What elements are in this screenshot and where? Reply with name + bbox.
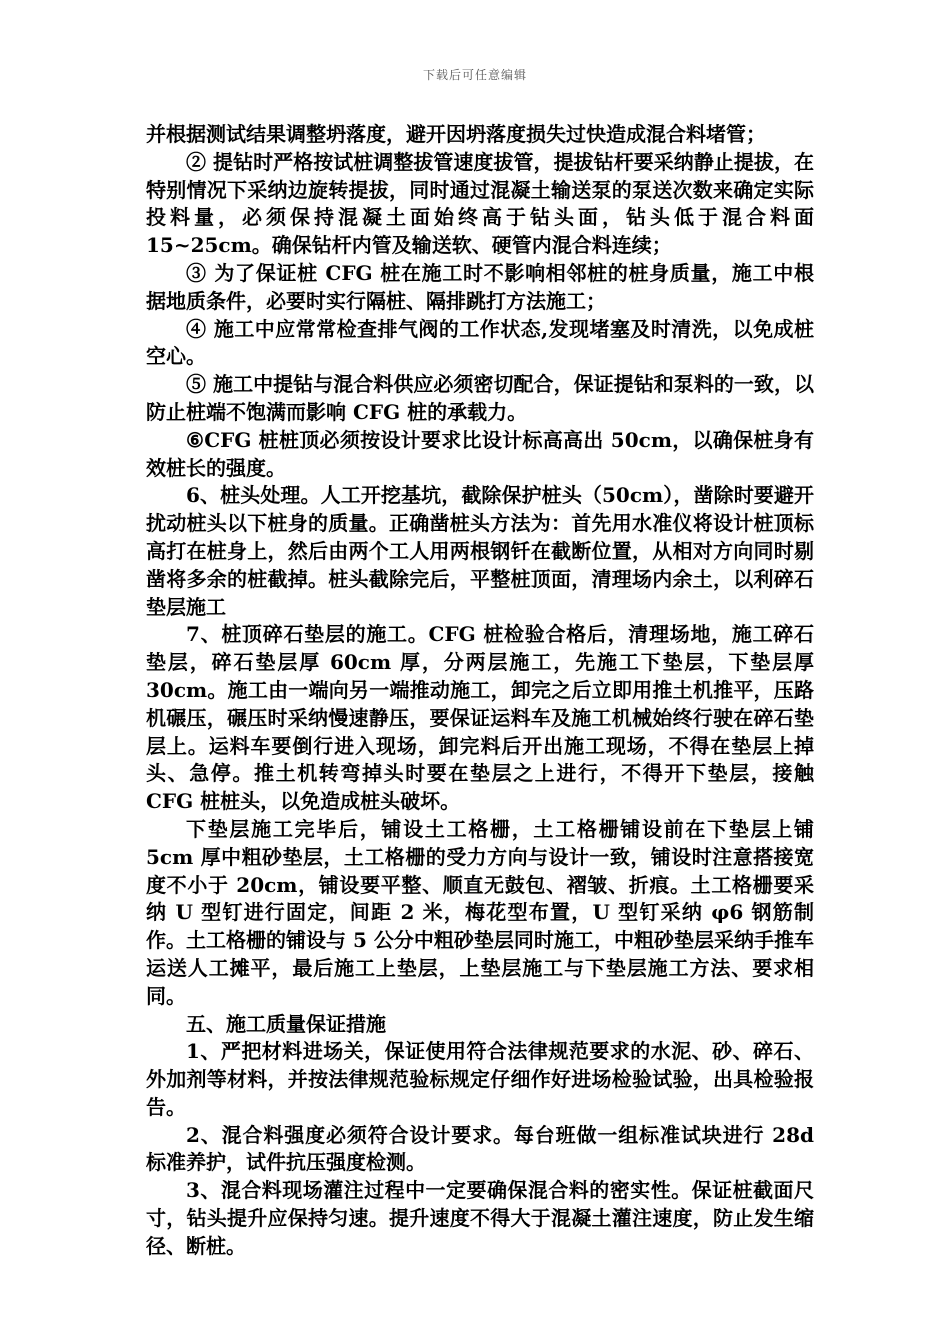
paragraph: 并根据测试结果调整坍落度，避开因坍落度损失过快造成混合料堵管；: [146, 122, 766, 146]
document-body: [146, 121, 814, 1261]
paragraph: ② 提钻时严格按试桩调整拔管速度拔管，提拔钻杆要采纳静止提拔，在特别情况下采纳边旋转提拔，同时通过混凝土输送泵的泵送次数来确定实际投料量，必须保持混凝土面始终高于钻头面，钻头低于混合料面 15~25cm。确保钻杆内管及输送软、硬管内混合料连续；: [146, 149, 814, 258]
paragraph: 1、严把材料进场关，保证使用符合法律规范要求的水泥、砂、碎石、外加剂等材料，并按法律规范验标规定仔细作好进场检验试验，出具检验报告。: [146, 1039, 814, 1119]
paragraph: ③ 为了保证桩 CFG 桩在施工时不影响相邻桩的桩身质量，施工中根据地质条件，必要时实行隔桩、隔排跳打方法施工；: [146, 260, 814, 313]
paragraph: 下垫层施工完毕后，铺设土工格栅，土工格栅铺设前在下垫层上铺 5cm 厚中粗砂垫层，土工格栅的受力方向与设计一致，铺设时注意搭接宽度不小于 20cm，铺设要平整、顺直无鼓包、褶皱、折痕。土工格栅要采纳 U 型钉进行固定，间距 2 米，梅花型布置，U 型钉采纳 φ6 钢筋制作。土工格栅的铺设与 5 公分中粗砂垫层同时施工，中粗砂垫层采纳手推车运送人工摊平，最后施工上垫层，上垫层施工与下垫层施工方法、要求相同。: [146, 816, 814, 1008]
paragraph: 3、混合料现场灌注过程中一定要确保混合料的密实性。保证桩截面尺寸，钻头提升应保持匀速。提升速度不得大于混凝土灌注速度，防止发生缩径、断桩。: [146, 1178, 814, 1258]
paragraph: ⑥CFG 桩桩顶必须按设计要求比设计标高高出 50cm，以确保桩身有效桩长的强度。: [146, 427, 814, 480]
paragraph: 6、桩头处理。人工开挖基坑，截除保护桩头（50cm），凿除时要避开扰动桩头以下桩身的质量。正确凿桩头方法为：首先用水准仪将设计桩顶标高打在桩身上，然后由两个工人用两根钢钎在截断位置，从相对方向同时剔凿将多余的桩截掉。桩头截除完后，平整桩顶面，清理场内余土，以利碎石垫层施工: [146, 483, 814, 619]
paragraph: ④ 施工中应常常检查排气阀的工作状态,发现堵塞及时清洗，以免成桩空心。: [146, 316, 814, 369]
section-heading: 五、施工质量保证措施: [186, 1011, 386, 1036]
paragraph: 7、桩顶碎石垫层的施工。CFG 桩检验合格后，清理场地，施工碎石垫层，碎石垫层厚 60cm 厚，分两层施工，先施工下垫层，下垫层厚 30cm。施工由一端向另一端推动施工，卸完之后立即用推土机推平，压路机碾压，碾压时采纳慢速静压，要保证运料车及施工机械始终行驶在碎石垫层上。运料车要倒行进入现场，卸完料后开出施工现场，不得在垫层上掉头、急停。推土机转弯掉头时要在垫层之上进行，不得开下垫层，接触 CFG 桩桩头，以免造成桩头破坏。: [146, 622, 814, 814]
page-header: 下载后可任意编辑: [422, 68, 527, 82]
paragraph: ⑤ 施工中提钻与混合料供应必须密切配合，保证提钻和泵料的一致，以防止桩端不饱满而影响 CFG 桩的承载力。: [146, 372, 814, 424]
paragraph: 2、混合料强度必须符合设计要求。每台班做一组标准试块进行 28d 标准养护，试件抗压强度检测。: [146, 1122, 814, 1175]
